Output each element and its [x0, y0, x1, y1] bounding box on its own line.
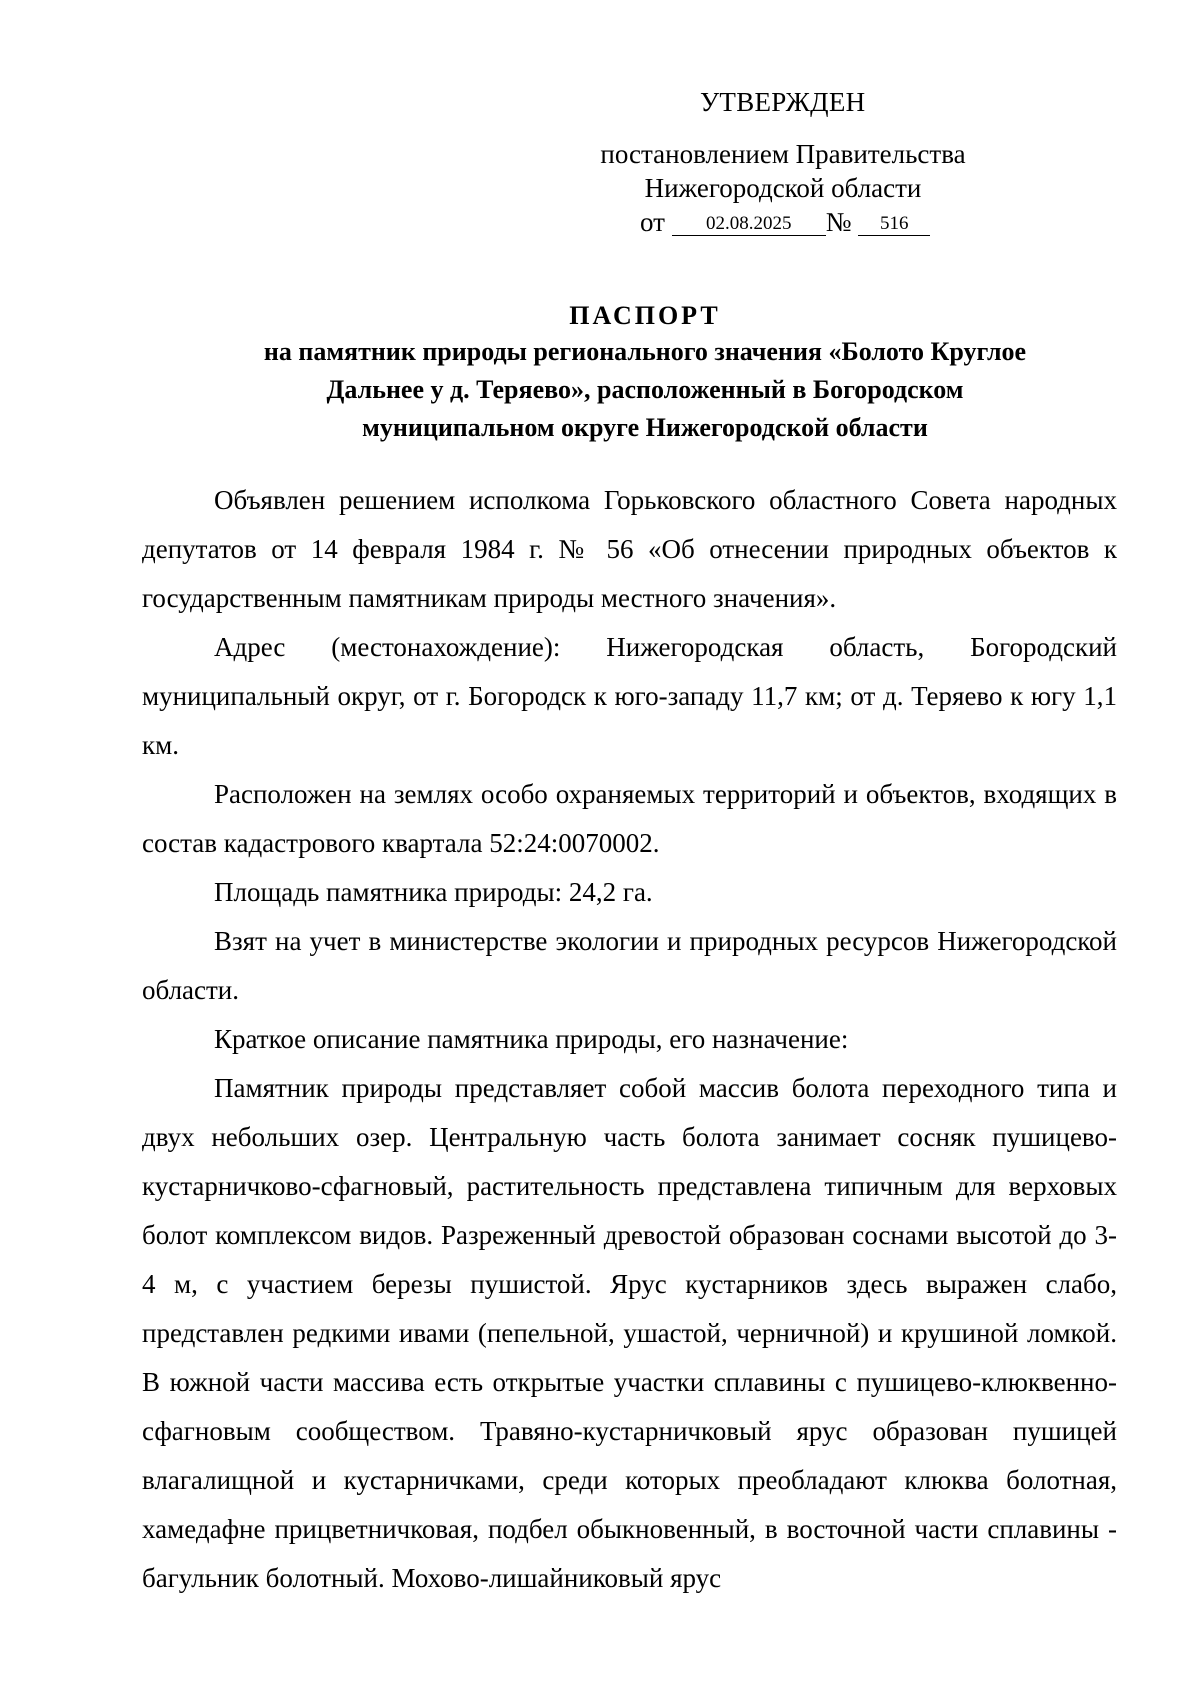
approval-issuer-line-2: Нижегородской области [644, 173, 922, 203]
approval-date-number [640, 206, 930, 238]
subtitle-line: на памятник природы регионального значения «Болото Круглое [263, 337, 1027, 366]
paragraph-description-heading: Краткое описание памятника природы, его назначение: [214, 1024, 849, 1054]
paragraph-registration: Взят на учет в министерстве экологии и природных ресурсов Нижегородской области. [142, 926, 1117, 1005]
subtitle-line: Дальнее у д. Теряево», расположенный в Богородском [326, 375, 964, 404]
approval-issuer-line-1: постановлением Правительства [600, 139, 966, 169]
paragraph-area: Площадь памятника природы: 24,2 га. [214, 877, 653, 907]
subtitle-line: муниципальном округе Нижегородской области [362, 413, 928, 442]
from-label: от [640, 207, 665, 237]
document-body [142, 476, 1117, 1603]
approval-title: УТВЕРЖДЕН [700, 87, 866, 117]
approval-date: 02.08.2025 [672, 213, 826, 236]
document-title: ПАСПОРТ [569, 301, 721, 330]
paragraph-address: Адрес (местонахождение): Нижегородская область, Богородский муниципальный округ, от г. Богородск к юго-западу 11,7 км; от д. Теряево к югу 1,1 км. [142, 632, 1117, 760]
document-subtitle [190, 333, 1100, 447]
paragraph-description: Памятник природы представляет собой массив болота переходного типа и двух небольших озер. Центральную часть болота занимает сосняк пушицево-кустарничково-сфагновый, растительность представлена типичным для верховых болот комплексом видов. Разреженный древостой образован соснами высотой до 3-4 м, с участием березы пушистой. Ярус кустарников здесь выражен слабо, представлен редкими ивами (пепельной, ушастой, черничной) и крушиной ломкой. В южной части массива есть открытые участки сплавины с пушицево-клюквенно-сфагновым сообществом. Травяно-кустарничковый ярус образован пушицей влагалищной и кустарничками, среди которых преобладают клюква болотная, хамедафне прицветничковая, подбел обыкновенный, в восточной части сплавины - багульник болотный. Мохово-лишайниковый ярус [142, 1073, 1117, 1593]
approval-number: 516 [858, 213, 930, 236]
paragraph-declaration: Объявлен решением исполкома Горьковского областного Совета народных депутатов от 14 февраля 1984 г. № 56 «Об отнесении природных объектов к государственным памятникам природы местного значения». [142, 485, 1117, 613]
paragraph-land: Расположен на землях особо охраняемых территорий и объектов, входящих в состав кадастрового квартала 52:24:0070002. [142, 779, 1117, 858]
number-label: № [825, 207, 852, 237]
